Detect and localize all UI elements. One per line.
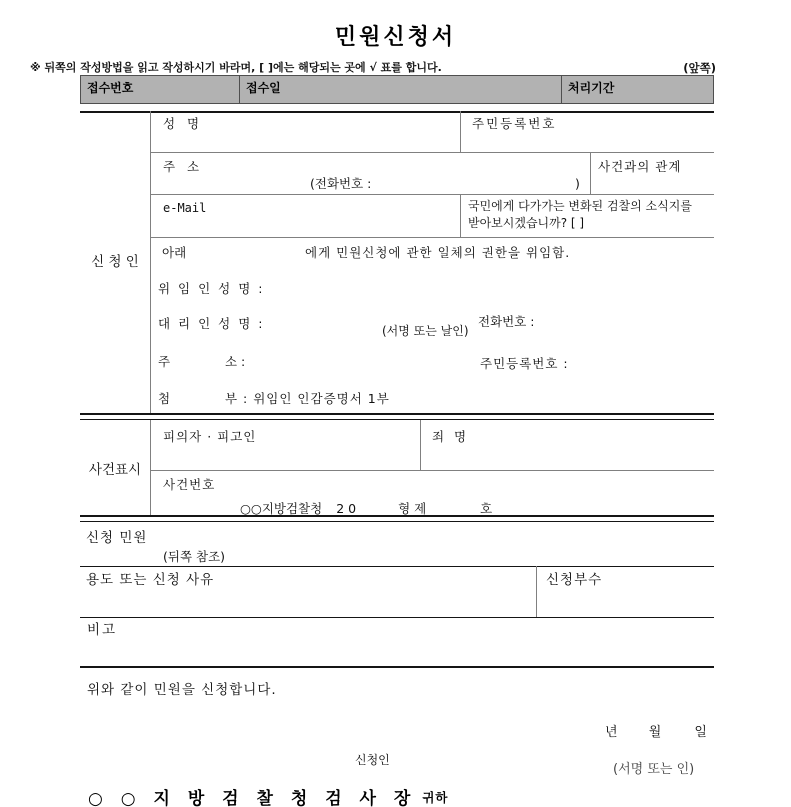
agent-phone-label: 전화번호 :: [478, 314, 535, 329]
receipt-date-cell[interactable]: [239, 76, 561, 103]
agent-name-field[interactable]: [280, 313, 375, 333]
column-line: [150, 111, 151, 413]
delegation-intro-suffix: 에게 민원신청에 관한 일체의 권한을 위임함.: [305, 245, 571, 260]
applicant-section-label: 신 청 인: [91, 254, 139, 270]
section-divider-line: [80, 419, 714, 420]
cell-line: [460, 111, 461, 152]
email-field[interactable]: [215, 196, 455, 235]
request-content-field[interactable]: [280, 525, 710, 565]
applicant-signature-field[interactable]: [400, 748, 600, 774]
agent-name-label: 대 리 인 성 명 :: [158, 316, 265, 331]
section-divider-line: [80, 413, 714, 415]
remarks-field[interactable]: [130, 620, 710, 664]
agent-resident-no-field[interactable]: [578, 353, 710, 373]
phone-field[interactable]: [390, 176, 572, 192]
year-label: 년: [605, 725, 618, 740]
receipt-no-label: 접수번호: [87, 81, 134, 95]
purpose-label: 용도 또는 신청 사유: [86, 572, 215, 588]
email-label: e-Mail: [163, 201, 207, 215]
case-type-text: 형 제: [398, 501, 427, 516]
agent-address-field[interactable]: [250, 351, 470, 371]
cell-line: [536, 566, 537, 617]
month-label: 월: [648, 725, 662, 740]
cell-line: [420, 420, 421, 470]
row-line: [150, 152, 714, 153]
addressee-honorific: 귀하: [422, 790, 449, 805]
table-top-line: [80, 111, 714, 113]
suspect-label: 피의자 · 피고인: [163, 429, 257, 444]
case-no-suffix: 호: [480, 501, 493, 516]
case-year-field[interactable]: [338, 497, 386, 514]
copies-label: 신청부수: [546, 572, 603, 588]
case-relation-field[interactable]: [592, 174, 712, 193]
table-bottom-line: [80, 666, 714, 668]
addressee-line: [88, 784, 448, 807]
row-line: [150, 470, 714, 471]
receipt-date-label: 접수일: [246, 81, 281, 95]
suspect-field[interactable]: [280, 423, 415, 467]
column-line: [150, 420, 151, 515]
newsletter-checkbox[interactable]: [588, 214, 608, 230]
page-title: 민원신청서: [334, 25, 457, 50]
case-no-label: 사건번호: [163, 477, 216, 492]
row-line: [80, 566, 714, 567]
agent-address-label-right: 소 :: [225, 354, 246, 369]
sign-or-seal-note: (서명 또는 날인): [382, 324, 469, 338]
cell-line: [590, 152, 591, 194]
row-line: [80, 617, 714, 618]
resident-no-field[interactable]: [560, 114, 710, 150]
back-ref-note: (뒤쪽 참조): [163, 549, 226, 564]
agent-phone-field[interactable]: [548, 313, 710, 333]
date-field[interactable]: [555, 718, 700, 738]
addressee-title: ○ ○ 지 방 검 찰 청 검 사 장: [88, 789, 417, 807]
day-label: 일: [694, 725, 707, 740]
agent-address-label-left: 주: [158, 354, 171, 369]
fill-instruction-note: ※ 뒤쪽의 작성방법을 읽고 작성하시기 바라며, [ ]에는 해당되는 곳에 √ 표를 합니다.: [30, 61, 442, 74]
newsletter-question-line2: 받아보시겠습니까? [ ]: [468, 216, 585, 230]
processing-period-cell[interactable]: [561, 76, 713, 103]
agent-resident-no-label: 주민등록번호 :: [480, 356, 569, 371]
phone-label: (전화번호 :: [310, 176, 372, 191]
processing-period-label: 처리기간: [568, 81, 615, 95]
case-office-text: ○○지방검찰청: [240, 501, 323, 516]
receipt-bar: [80, 75, 714, 104]
declaration-text: 위와 같이 민원을 신청합니다.: [87, 682, 277, 698]
newsletter-question-line1: 국민에게 다가가는 변화된 검찰의 소식지를: [468, 199, 692, 213]
case-number-field[interactable]: [428, 497, 473, 514]
offense-field[interactable]: [480, 423, 710, 467]
applicant-signer-label: 신청인: [355, 753, 390, 767]
attachment-label-right: 부 : 위임인 인감증명서 1부: [225, 391, 390, 406]
front-side-label: (앞쪽): [683, 61, 716, 75]
delegation-intro-prefix: 아래: [162, 245, 187, 260]
address-field[interactable]: [215, 154, 585, 175]
case-section-label: 사건표시: [88, 462, 142, 478]
address-label: 주 소: [163, 159, 204, 174]
purpose-field[interactable]: [230, 570, 530, 615]
name-field[interactable]: [215, 114, 455, 150]
section-divider-line: [80, 521, 714, 522]
attachment-label-left: 첨: [158, 391, 171, 406]
case-relation-label: 사건과의 관계: [598, 159, 682, 174]
cell-line: [460, 194, 461, 237]
row-line: [150, 237, 714, 238]
delegatee-name-field[interactable]: [195, 241, 300, 259]
case-year-prefix: 2 0: [336, 501, 357, 516]
request-label: 신청 민원: [86, 530, 148, 546]
sign-or-seal-label: (서명 또는 인): [613, 762, 695, 777]
phone-close-paren: ): [575, 176, 580, 191]
row-line: [150, 194, 714, 195]
resident-no-label: 주민등록번호: [472, 116, 557, 131]
receipt-no-cell[interactable]: [81, 76, 239, 103]
name-label: 성 명: [163, 116, 204, 131]
offense-label: 죄 명: [432, 429, 470, 444]
delegator-name-field[interactable]: [280, 278, 470, 298]
remarks-label: 비고: [87, 622, 118, 638]
delegator-name-label: 위 임 인 성 명 :: [158, 281, 265, 296]
copies-field[interactable]: [618, 570, 710, 615]
